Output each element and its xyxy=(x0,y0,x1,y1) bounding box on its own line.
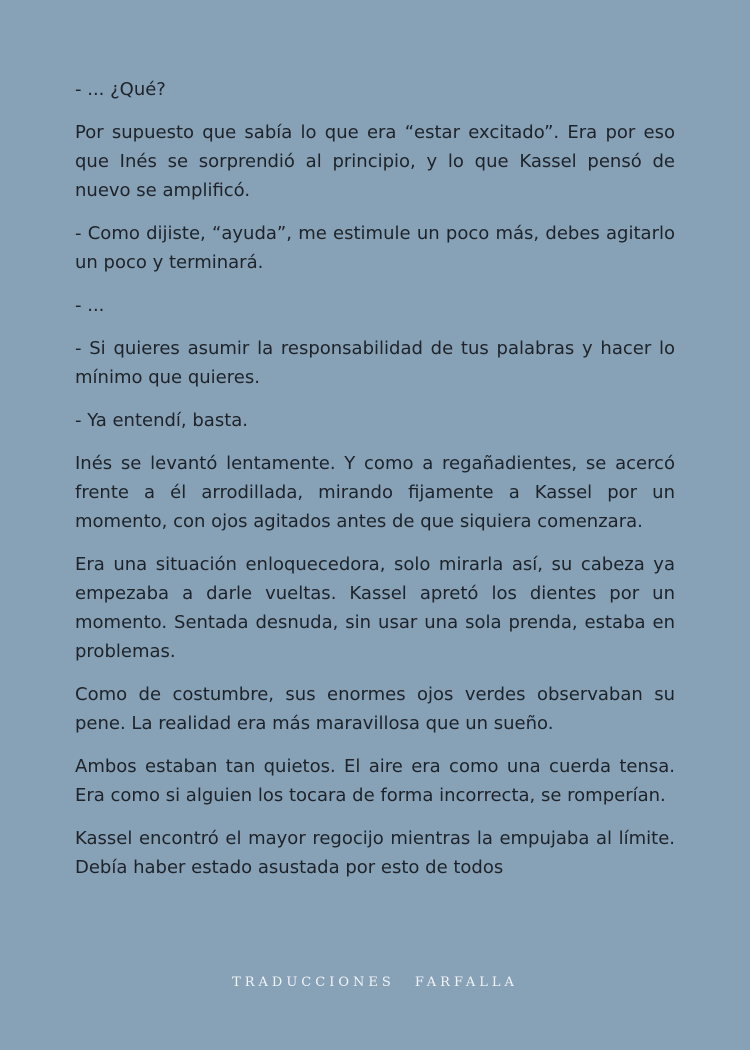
paragraph-2: Por supuesto que sabía lo que era “estar excitado”. Era por eso que Inés se sorprendió al principio, y lo que Kassel pensó de nuevo se amplificó. xyxy=(75,122,675,201)
paragraph-10: Ambos estaban tan quietos. El aire era como una cuerda tensa. Era como si alguien los tocara de forma incorrecta, se romperían. xyxy=(75,756,675,806)
paragraph-3: - Como dijiste, “ayuda”, me estimule un poco más, debes agitarlo un poco y terminará. xyxy=(75,223,675,273)
paragraph-5: - Si quieres asumir la responsabilidad de tus palabras y hacer lo mínimo que quieres. xyxy=(75,338,675,388)
page-footer: TRADUCCIONES FARFALLA xyxy=(232,975,518,990)
paragraph-8: Era una situación enloquecedora, solo mirarla así, su cabeza ya empezaba a darle vueltas. Kassel apretó los dientes por un momento. Sentada desnuda, sin usar una sola prenda, estaba en problemas. xyxy=(75,554,675,662)
page-body xyxy=(75,75,675,965)
paragraph-11: Kassel encontró el mayor regocijo mientras la empujaba al límite. Debía haber estado asustada por esto de todos xyxy=(75,828,675,878)
paragraph-1: - ... ¿Qué? xyxy=(75,79,166,100)
paragraph-4: - ... xyxy=(75,295,105,316)
paragraph-9: Como de costumbre, sus enormes ojos verdes observaban su pene. La realidad era más maravillosa que un sueño. xyxy=(75,684,675,734)
paragraph-6: - Ya entendí, basta. xyxy=(75,410,249,431)
paragraph-7: Inés se levantó lentamente. Y como a regañadientes, se acercó frente a él arrodillada, mirando fijamente a Kassel por un momento, con ojos agitados antes de que siquiera comenzara. xyxy=(75,453,675,532)
